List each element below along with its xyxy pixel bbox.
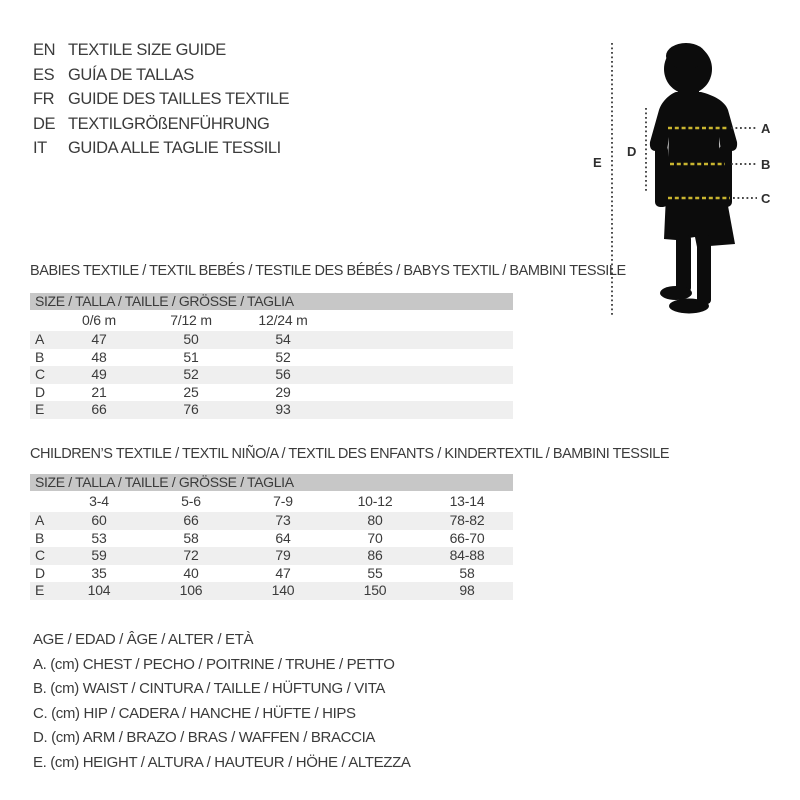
value-cell: 66 bbox=[183, 512, 199, 528]
table-row bbox=[30, 349, 513, 367]
value-cell: 53 bbox=[91, 529, 107, 546]
legend-line: B. (cm) WAIST / CINTURA / TAILLE / HÜFTUNG / VITA bbox=[33, 680, 386, 698]
empty-cell bbox=[329, 310, 513, 331]
language-label: GUIDE DES TAILLES TEXTILE bbox=[68, 90, 290, 108]
row-label-cell: B bbox=[35, 529, 45, 546]
babies-size-table bbox=[30, 310, 513, 419]
measure-label-c: C bbox=[761, 191, 771, 206]
value-cell: 64 bbox=[275, 529, 291, 546]
language-row bbox=[33, 112, 289, 137]
legend-line: AGE / EDAD / ÂGE / ALTER / ETÀ bbox=[33, 631, 254, 648]
language-row bbox=[33, 87, 289, 112]
language-list bbox=[33, 38, 289, 161]
table-row bbox=[30, 547, 513, 565]
row-label-cell: C bbox=[35, 366, 45, 382]
table-row bbox=[30, 366, 513, 384]
language-label: TEXTILGRÖßENFÜHRUNG bbox=[68, 114, 270, 133]
language-code: DE bbox=[33, 114, 56, 133]
table-row bbox=[30, 331, 513, 349]
babies-section-title: BABIES TEXTILE / TEXTIL BEBÉS / TESTILE DES BÉBÉS / BABYS TEXTIL / BAMBINI TESSILE bbox=[30, 263, 626, 279]
column-header-cell: 7/12 m bbox=[170, 312, 212, 328]
language-code: FR bbox=[33, 90, 55, 108]
legend-line: E. (cm) HEIGHT / ALTURA / HAUTEUR / HÖHE / ALTEZZA bbox=[33, 753, 411, 771]
measurement-legend bbox=[33, 628, 411, 776]
value-cell: 70 bbox=[367, 529, 383, 546]
table-row bbox=[30, 530, 513, 548]
table-row bbox=[30, 565, 513, 583]
children-size-header-bar: SIZE / TALLA / TAILLE / GRÖSSE / TAGLIA bbox=[30, 474, 513, 491]
column-header-cell: 7-9 bbox=[273, 493, 293, 509]
value-cell: 50 bbox=[183, 331, 199, 347]
empty-cell bbox=[329, 331, 513, 349]
value-cell: 98 bbox=[459, 582, 475, 598]
column-header-cell: 3-4 bbox=[89, 493, 109, 509]
child-silhouette-icon bbox=[650, 43, 737, 314]
value-cell: 40 bbox=[183, 564, 199, 581]
language-row bbox=[33, 136, 289, 161]
row-label-cell: E bbox=[35, 401, 45, 417]
children-size-table bbox=[30, 491, 513, 600]
value-cell: 47 bbox=[275, 564, 291, 581]
value-cell: 48 bbox=[91, 348, 107, 365]
legend-line: D. (cm) ARM / BRAZO / BRAS / WAFFEN / BRACCIA bbox=[33, 729, 376, 747]
value-cell: 35 bbox=[91, 564, 107, 581]
row-label-cell: D bbox=[35, 383, 45, 400]
value-cell: 54 bbox=[275, 331, 291, 347]
value-cell: 104 bbox=[87, 582, 111, 598]
babies-column-header-row bbox=[30, 310, 513, 331]
column-header-cell: 5-6 bbox=[181, 493, 201, 509]
value-cell: 78-82 bbox=[449, 512, 485, 528]
value-cell: 60 bbox=[91, 512, 107, 528]
value-cell: 66 bbox=[91, 401, 107, 417]
value-cell: 55 bbox=[367, 564, 383, 581]
value-cell: 21 bbox=[91, 383, 107, 400]
value-cell: 72 bbox=[183, 547, 199, 563]
row-label-cell: D bbox=[35, 564, 45, 581]
value-cell: 73 bbox=[275, 512, 291, 528]
language-code: EN bbox=[33, 41, 56, 59]
value-cell: 29 bbox=[275, 383, 291, 400]
column-header-cell: 10-12 bbox=[357, 493, 393, 509]
table-row bbox=[30, 401, 513, 419]
row-label-cell: E bbox=[35, 582, 45, 598]
table-row bbox=[30, 512, 513, 530]
value-cell: 84-88 bbox=[449, 547, 485, 563]
row-label-cell: B bbox=[35, 348, 45, 365]
babies-size-header-bar: SIZE / TALLA / TAILLE / GRÖSSE / TAGLIA bbox=[30, 293, 513, 310]
empty-cell bbox=[30, 310, 53, 331]
value-cell: 79 bbox=[275, 547, 291, 563]
value-cell: 106 bbox=[179, 582, 203, 598]
language-row bbox=[33, 38, 289, 63]
value-cell: 86 bbox=[367, 547, 383, 563]
column-header-cell: 12/24 m bbox=[258, 312, 308, 328]
measurement-figure bbox=[585, 25, 785, 325]
row-label-cell: A bbox=[35, 512, 45, 528]
value-cell: 140 bbox=[271, 582, 295, 598]
value-cell: 66-70 bbox=[449, 529, 485, 546]
value-cell: 93 bbox=[275, 401, 291, 417]
value-cell: 59 bbox=[91, 547, 107, 563]
value-cell: 58 bbox=[183, 529, 199, 546]
language-code: IT bbox=[33, 139, 47, 157]
table-row bbox=[30, 384, 513, 402]
language-code: ES bbox=[33, 65, 55, 84]
children-column-header-row bbox=[30, 491, 513, 512]
language-label: GUIDA ALLE TAGLIE TESSILI bbox=[68, 139, 281, 157]
value-cell: 25 bbox=[183, 383, 199, 400]
language-label: GUÍA DE TALLAS bbox=[68, 65, 194, 84]
empty-cell bbox=[329, 366, 513, 384]
language-row bbox=[33, 63, 289, 88]
measure-label-e: E bbox=[593, 155, 602, 170]
value-cell: 47 bbox=[91, 331, 107, 347]
measure-label-d: D bbox=[627, 144, 637, 159]
value-cell: 80 bbox=[367, 512, 383, 528]
table-row bbox=[30, 582, 513, 600]
column-header-cell: 0/6 m bbox=[81, 312, 116, 328]
value-cell: 51 bbox=[183, 348, 199, 365]
children-section-title: CHILDREN’S TEXTILE / TEXTIL NIÑO/A / TEXTIL DES ENFANTS / KINDERTEXTIL / BAMBINI TESSILE bbox=[30, 446, 670, 462]
measure-label-b: B bbox=[761, 157, 771, 172]
empty-cell bbox=[30, 491, 53, 512]
language-label: TEXTILE SIZE GUIDE bbox=[68, 41, 226, 59]
legend-line: A. (cm) CHEST / PECHO / POITRINE / TRUHE / PETTO bbox=[33, 655, 395, 673]
value-cell: 52 bbox=[275, 348, 291, 365]
empty-cell bbox=[329, 384, 513, 402]
value-cell: 52 bbox=[183, 366, 199, 382]
column-header-cell: 13-14 bbox=[449, 493, 485, 509]
row-label-cell: A bbox=[35, 331, 45, 347]
empty-cell bbox=[329, 401, 513, 419]
row-label-cell: C bbox=[35, 547, 45, 563]
measure-label-a: A bbox=[761, 121, 771, 136]
value-cell: 58 bbox=[459, 564, 475, 581]
value-cell: 49 bbox=[91, 366, 107, 382]
value-cell: 150 bbox=[363, 582, 387, 598]
value-cell: 56 bbox=[275, 366, 291, 382]
empty-cell bbox=[329, 349, 513, 367]
legend-line: C. (cm) HIP / CADERA / HANCHE / HÜFTE / HIPS bbox=[33, 704, 356, 722]
value-cell: 76 bbox=[183, 401, 199, 417]
